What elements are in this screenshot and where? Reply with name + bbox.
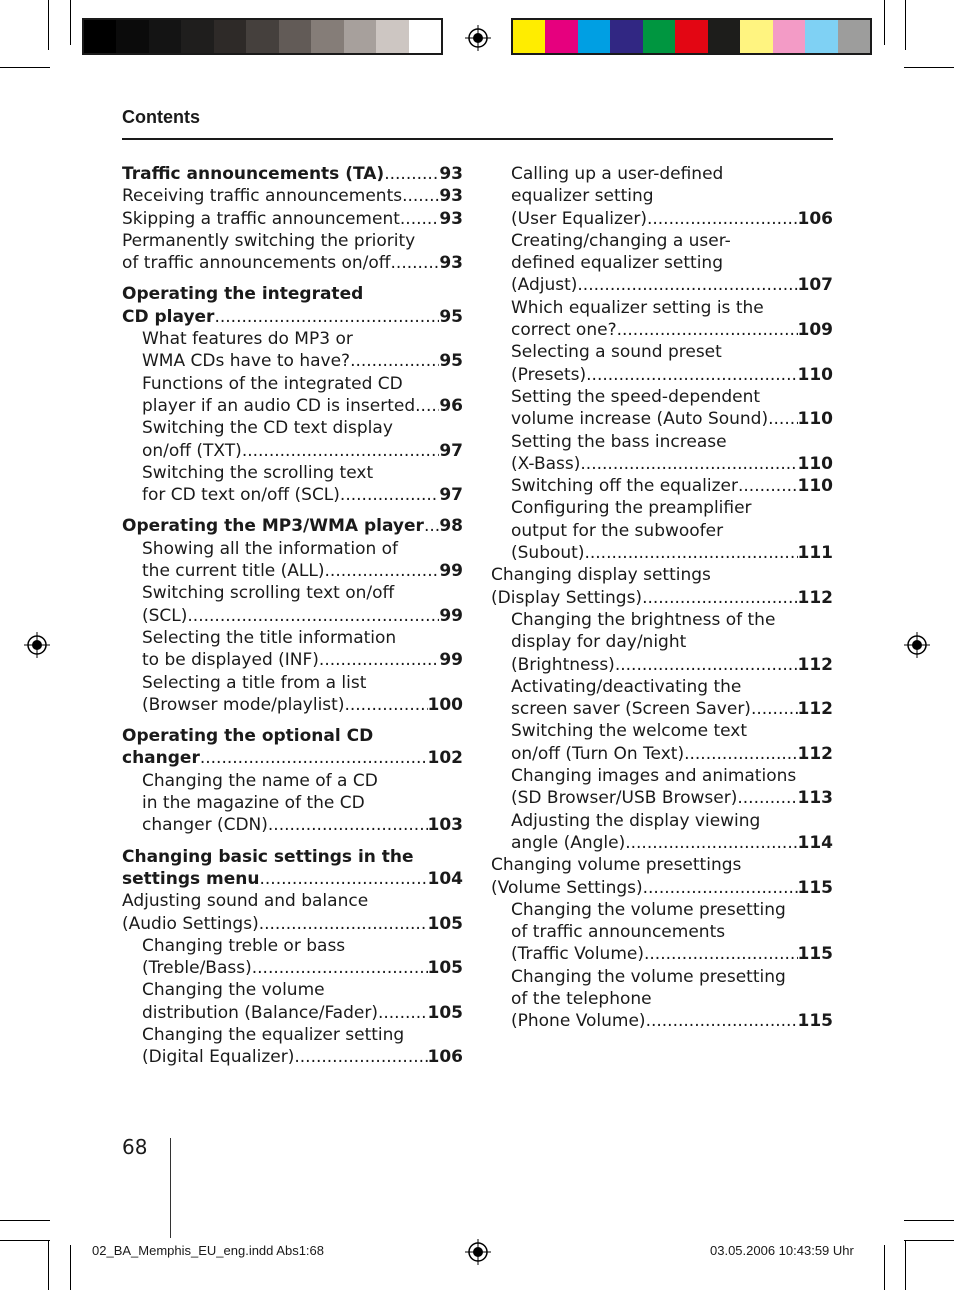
toc-entry-title: (Subout) (511, 543, 585, 564)
toc-page-number: 105 (427, 958, 463, 979)
toc-leader-dots (344, 694, 427, 716)
toc-left-column (122, 163, 463, 1069)
toc-entry-line: Switching the CD text display (142, 418, 393, 439)
toc-entry-final-line (511, 1010, 833, 1032)
toc-leader-dots (214, 306, 439, 328)
toc-entry-line: Selecting a sound preset (511, 342, 722, 363)
toc-entry-title: angle (Angle) (511, 832, 626, 853)
toc-entry[interactable] (122, 515, 463, 537)
toc-entry-line: Switching the welcome text (511, 721, 748, 742)
toc-entry[interactable] (122, 582, 463, 627)
toc-entry-line: Changing the volume (142, 980, 325, 1001)
toc-entry-line: Which equalizer setting is the (511, 297, 764, 318)
color-swatch (279, 20, 311, 53)
toc-page-number: 113 (797, 788, 833, 809)
toc-entry[interactable] (122, 846, 463, 891)
toc-entry-title: on/off (TXT) (142, 440, 242, 461)
toc-entry[interactable] (122, 672, 463, 717)
toc-leader-dots (200, 747, 428, 769)
color-swatch (149, 20, 181, 53)
crop-mark (70, 0, 71, 45)
color-swatch (545, 20, 577, 53)
toc-page-number: 93 (439, 186, 463, 207)
toc-entry-final-line (142, 605, 463, 627)
color-swatch (643, 20, 675, 53)
toc-page-number: 98 (439, 516, 463, 537)
toc-entry-final-line (122, 515, 463, 537)
toc-entry[interactable] (491, 230, 833, 297)
toc-page-number: 96 (439, 395, 463, 416)
toc-leader-dots (424, 515, 439, 537)
toc-entry-final-line (511, 408, 833, 430)
toc-entry-line: Permanently switching the priority (122, 230, 416, 251)
toc-entry-title: Switching off the equalizer (511, 476, 738, 497)
toc-page-number: 97 (439, 440, 463, 461)
toc-page-number: 100 (427, 694, 463, 715)
toc-leader-dots (400, 208, 439, 230)
toc-entry-line: Changing the equalizer setting (142, 1024, 405, 1045)
toc-leader-dots (187, 605, 439, 627)
page-number: 68 (122, 1135, 148, 1159)
toc-right-column (491, 163, 833, 1033)
toc-entry-line: Changing the volume presetting (511, 966, 786, 987)
registration-mark-icon (24, 632, 50, 658)
toc-entry-line: of the telephone (511, 988, 652, 1009)
toc-entry-final-line (511, 475, 833, 497)
toc-page-number: 115 (797, 1011, 833, 1032)
toc-entry-final-line (511, 743, 833, 765)
toc-entry[interactable] (491, 564, 833, 609)
toc-entry-title: of traffic announcements on/off (122, 253, 391, 274)
toc-entry-final-line (142, 694, 463, 716)
toc-page-number: 99 (439, 650, 463, 671)
toc-entry-final-line (142, 440, 463, 462)
toc-entry-line: of traffic announcements (511, 922, 726, 943)
toc-entry-title: (Audio Settings) (122, 913, 259, 934)
toc-leader-dots (643, 877, 798, 899)
toc-leader-dots (242, 440, 440, 462)
toc-entry-title: player if an audio CD is inserted (142, 395, 416, 416)
toc-page-number: 93 (439, 164, 463, 184)
toc-entry-final-line (491, 587, 833, 609)
toc-entry-title: WMA CDs have to have? (142, 351, 351, 372)
toc-entry[interactable] (491, 966, 833, 1033)
toc-page-number: 95 (439, 351, 463, 372)
toc-entry-line: Changing images and animations (511, 766, 797, 787)
toc-entry[interactable] (491, 497, 833, 564)
toc-page-number: 99 (439, 605, 463, 626)
toc-entry[interactable] (122, 935, 463, 980)
toc-entry-title: (Phone Volume) (511, 1011, 646, 1032)
toc-leader-dots (319, 649, 439, 671)
toc-leader-dots (580, 453, 797, 475)
toc-entry[interactable] (491, 163, 833, 230)
toc-entry-line: display for day/night (511, 632, 687, 653)
toc-entry-title: Operating the MP3/WMA player (122, 516, 424, 537)
toc-entry-final-line (511, 654, 833, 676)
toc-leader-dots (768, 408, 797, 430)
toc-entry[interactable] (122, 538, 463, 583)
crop-mark (904, 1220, 954, 1221)
toc-page-number: 107 (797, 275, 833, 296)
toc-leader-dots (646, 1010, 798, 1032)
toc-leader-dots (644, 943, 798, 965)
toc-entry-final-line (511, 542, 833, 564)
toc-leader-dots (751, 698, 798, 720)
toc-entry[interactable] (491, 676, 833, 721)
footer-date: 03.05.2006 10:43:59 Uhr (710, 1243, 854, 1258)
toc-entry[interactable] (491, 810, 833, 855)
color-swatch (805, 20, 837, 53)
toc-page-number: 99 (439, 561, 463, 582)
crop-mark (48, 1240, 49, 1290)
crop-mark (0, 1220, 50, 1221)
toc-entry-title: (Browser mode/playlist) (142, 694, 345, 715)
toc-entry[interactable] (122, 890, 463, 935)
toc-entry-line: Creating/changing a user- (511, 230, 731, 251)
toc-entry-final-line (511, 453, 833, 475)
toc-entry-final-line (122, 208, 463, 230)
toc-page-number: 104 (427, 868, 463, 889)
color-swatch (610, 20, 642, 53)
toc-entry-title: screen saver (Screen Saver) (511, 699, 751, 720)
toc-leader-dots (340, 484, 439, 506)
toc-entry[interactable] (122, 373, 463, 418)
toc-entry[interactable] (491, 341, 833, 386)
toc-entry[interactable] (122, 230, 463, 275)
toc-leader-dots (738, 475, 798, 497)
toc-entry-final-line (122, 306, 463, 328)
toc-entry[interactable] (122, 163, 463, 185)
toc-entry[interactable] (491, 297, 833, 342)
crop-mark (905, 1240, 906, 1290)
toc-entry-title: (Digital Equalizer) (142, 1047, 295, 1068)
toc-entry[interactable] (122, 417, 463, 462)
toc-entry-title: for CD text on/off (SCL) (142, 485, 340, 506)
toc-entry-line: in the magazine of the CD (142, 793, 365, 814)
toc-entry-title: (Traffic Volume) (511, 944, 644, 965)
toc-leader-dots (350, 350, 439, 372)
toc-leader-dots (586, 364, 797, 386)
toc-entry-title: changer (122, 748, 200, 769)
toc-entry-final-line (491, 877, 833, 899)
toc-entry[interactable] (122, 627, 463, 672)
toc-entry-final-line (122, 185, 463, 207)
toc-entry-line: Switching the scrolling text (142, 462, 374, 483)
toc-entry-title: (X-Bass) (511, 453, 581, 474)
toc-entry-title: distribution (Balance/Fader) (142, 1002, 378, 1023)
toc-entry-title: on/off (Turn On Text) (511, 743, 685, 764)
toc-entry-title: changer (CDN) (142, 815, 268, 836)
toc-entry[interactable] (122, 979, 463, 1024)
toc-leader-dots (260, 868, 428, 890)
toc-leader-dots (325, 560, 440, 582)
toc-entry[interactable] (122, 283, 463, 328)
toc-page-number: 110 (797, 409, 833, 430)
toc-entry-final-line (511, 832, 833, 854)
toc-entry[interactable] (491, 431, 833, 476)
toc-entry-final-line (142, 649, 463, 671)
page-heading: Contents (122, 107, 200, 127)
color-swatch (116, 20, 148, 53)
color-swatch (513, 20, 545, 53)
toc-leader-dots (625, 832, 797, 854)
color-swatch (708, 20, 740, 53)
toc-entry-title: (Treble/Bass) (142, 958, 252, 979)
toc-page-number: 106 (427, 1047, 463, 1068)
toc-entry[interactable] (491, 386, 833, 431)
toc-entry-title: (Brightness) (511, 654, 615, 675)
toc-page-number: 102 (427, 748, 463, 769)
color-swatch (84, 20, 116, 53)
toc-leader-dots (384, 163, 439, 185)
toc-entry-line: Changing volume presettings (491, 855, 742, 876)
toc-page-number: 109 (797, 320, 833, 341)
toc-leader-dots (642, 587, 797, 609)
toc-entry-line: Changing the brightness of the (511, 609, 776, 630)
toc-page-number: 115 (797, 877, 833, 898)
crop-mark (904, 67, 954, 68)
color-swatch (773, 20, 805, 53)
toc-page-number: 110 (797, 476, 833, 497)
toc-entry-title: (SCL) (142, 605, 188, 626)
toc-entry[interactable] (122, 208, 463, 230)
toc-page-number: 112 (797, 699, 833, 720)
toc-entry-final-line (142, 1046, 463, 1068)
toc-leader-dots (684, 743, 797, 765)
toc-page-number: 110 (797, 453, 833, 474)
crop-mark (904, 1240, 954, 1241)
toc-leader-dots (615, 654, 798, 676)
toc-entry-line: Showing all the information of (142, 538, 399, 559)
toc-entry[interactable] (491, 765, 833, 810)
toc-entry[interactable] (122, 1024, 463, 1069)
toc-entry[interactable] (491, 854, 833, 899)
toc-entry-title: volume increase (Auto Sound) (511, 409, 769, 430)
color-swatch (214, 20, 246, 53)
toc-entry-line: Calling up a user-defined (511, 164, 724, 184)
crop-mark (884, 0, 885, 45)
crop-mark (48, 0, 49, 50)
toc-entry-final-line (122, 868, 463, 890)
toc-leader-dots (584, 542, 797, 564)
grayscale-bar (82, 18, 443, 55)
color-swatch (578, 20, 610, 53)
toc-entry-title: CD player (122, 306, 215, 327)
heading-rule (122, 138, 833, 140)
toc-page-number: 114 (797, 832, 833, 853)
toc-page-number: 105 (427, 1002, 463, 1023)
toc-entry-final-line (122, 163, 463, 185)
toc-entry-final-line (511, 698, 833, 720)
toc-entry-line: equalizer setting (511, 186, 654, 207)
toc-leader-dots (617, 319, 798, 341)
toc-leader-dots (268, 814, 428, 836)
toc-entry-line: Selecting the title information (142, 627, 397, 648)
toc-entry-line: Changing the volume presetting (511, 899, 786, 920)
toc-entry[interactable] (491, 899, 833, 966)
color-swatch (344, 20, 376, 53)
toc-entry-title: (Presets) (511, 364, 587, 385)
toc-entry-line: Configuring the preamplifier (511, 498, 752, 519)
toc-page-number: 115 (797, 944, 833, 965)
crop-mark (884, 1245, 885, 1290)
toc-entry-final-line (122, 747, 463, 769)
toc-entry[interactable] (122, 725, 463, 770)
color-swatch (246, 20, 278, 53)
toc-entry[interactable] (122, 770, 463, 837)
toc-leader-dots (294, 1046, 427, 1068)
toc-entry-title: the current title (ALL) (142, 561, 325, 582)
color-bar (511, 18, 872, 55)
toc-entry-line: What features do MP3 or (142, 329, 353, 350)
toc-page-number: 105 (427, 913, 463, 934)
toc-page-number: 95 (439, 306, 463, 327)
toc-entry[interactable] (491, 609, 833, 676)
toc-leader-dots (415, 395, 439, 417)
registration-mark-icon (904, 632, 930, 658)
toc-entry-title: Skipping a traffic announcement (122, 208, 400, 229)
toc-entry-final-line (142, 560, 463, 582)
toc-entry-final-line (511, 787, 833, 809)
toc-entry-line: defined equalizer setting (511, 253, 723, 274)
toc-leader-dots (259, 913, 428, 935)
toc-page-number: 93 (439, 253, 463, 274)
toc-entry-line: Switching scrolling text on/off (142, 583, 395, 604)
toc-entry-title: (Volume Settings) (491, 877, 643, 898)
toc-entry-final-line (511, 943, 833, 965)
toc-entry-line: Changing treble or bass (142, 935, 346, 956)
toc-leader-dots (402, 185, 439, 207)
crop-mark (70, 1245, 71, 1290)
toc-entry-line: Changing display settings (491, 565, 711, 586)
toc-page-number: 111 (797, 543, 833, 564)
toc-page-number: 97 (439, 485, 463, 506)
toc-entry-final-line (142, 350, 463, 372)
toc-leader-dots (577, 274, 797, 296)
toc-entry-line: Functions of the integrated CD (142, 373, 403, 394)
toc-entry-line: Operating the integrated (122, 284, 364, 305)
registration-mark-icon (465, 1239, 491, 1265)
toc-page-number: 110 (797, 364, 833, 385)
crop-mark (905, 0, 906, 50)
toc-entry-title: (Display Settings) (491, 587, 643, 608)
toc-page-number: 93 (439, 208, 463, 229)
toc-leader-dots (378, 1002, 428, 1024)
toc-entry-line: Setting the speed-dependent (511, 386, 761, 407)
toc-entry-line: Changing basic settings in the (122, 846, 414, 867)
toc-entry-line: Activating/deactivating the (511, 676, 742, 697)
crop-mark (0, 1240, 50, 1241)
toc-entry-final-line (142, 484, 463, 506)
toc-entry-line: Selecting a title from a list (142, 672, 367, 693)
toc-entry-final-line (142, 395, 463, 417)
toc-entry[interactable] (491, 720, 833, 765)
toc-entry[interactable] (122, 462, 463, 507)
margin-line (170, 1138, 171, 1238)
toc-entry-final-line (142, 814, 463, 836)
toc-page-number: 103 (427, 815, 463, 836)
color-swatch (740, 20, 772, 53)
color-swatch (409, 20, 441, 53)
toc-entry-final-line (511, 274, 833, 296)
toc-entry-final-line (511, 208, 833, 230)
toc-entry-title: to be displayed (INF) (142, 650, 319, 671)
crop-mark (0, 67, 50, 68)
toc-entry-title: (User Equalizer) (511, 208, 647, 229)
toc-entry-line: Operating the optional CD (122, 726, 374, 747)
toc-entry-final-line (142, 957, 463, 979)
toc-entry-title: (Adjust) (511, 275, 578, 296)
toc-entry[interactable] (491, 475, 833, 497)
toc-leader-dots (391, 252, 440, 274)
toc-page-number: 112 (797, 654, 833, 675)
toc-entry-title: correct one? (511, 320, 617, 341)
toc-entry-final-line (122, 913, 463, 935)
toc-entry[interactable] (122, 185, 463, 207)
toc-page-number: 106 (797, 208, 833, 229)
toc-entry-title: Traffic announcements (TA) (122, 164, 385, 184)
toc-leader-dots (252, 957, 428, 979)
registration-mark-icon (465, 25, 491, 51)
color-swatch (181, 20, 213, 53)
toc-entry[interactable] (122, 328, 463, 373)
footer-file-info: 02_BA_Memphis_EU_eng.indd Abs1:68 (92, 1243, 324, 1258)
toc-entry-title: Receiving traffic announcements (122, 186, 403, 207)
toc-entry-title: settings menu (122, 868, 260, 889)
color-swatch (838, 20, 870, 53)
color-swatch (311, 20, 343, 53)
toc-entry-line: Adjusting sound and balance (122, 891, 369, 912)
toc-entry-final-line (122, 252, 463, 274)
toc-entry-final-line (142, 1002, 463, 1024)
toc-leader-dots (647, 208, 798, 230)
toc-entry-final-line (511, 364, 833, 386)
toc-entry-title: (SD Browser/USB Browser) (511, 788, 738, 809)
toc-entry-final-line (511, 319, 833, 341)
toc-entry-line: Setting the bass increase (511, 431, 727, 452)
toc-page-number: 112 (797, 743, 833, 764)
color-swatch (376, 20, 408, 53)
toc-entry-line: Adjusting the display viewing (511, 810, 761, 831)
toc-entry-line: Changing the name of a CD (142, 770, 378, 791)
color-swatch (675, 20, 707, 53)
toc-page-number: 112 (797, 587, 833, 608)
toc-entry-line: output for the subwoofer (511, 520, 724, 541)
toc-leader-dots (737, 787, 797, 809)
